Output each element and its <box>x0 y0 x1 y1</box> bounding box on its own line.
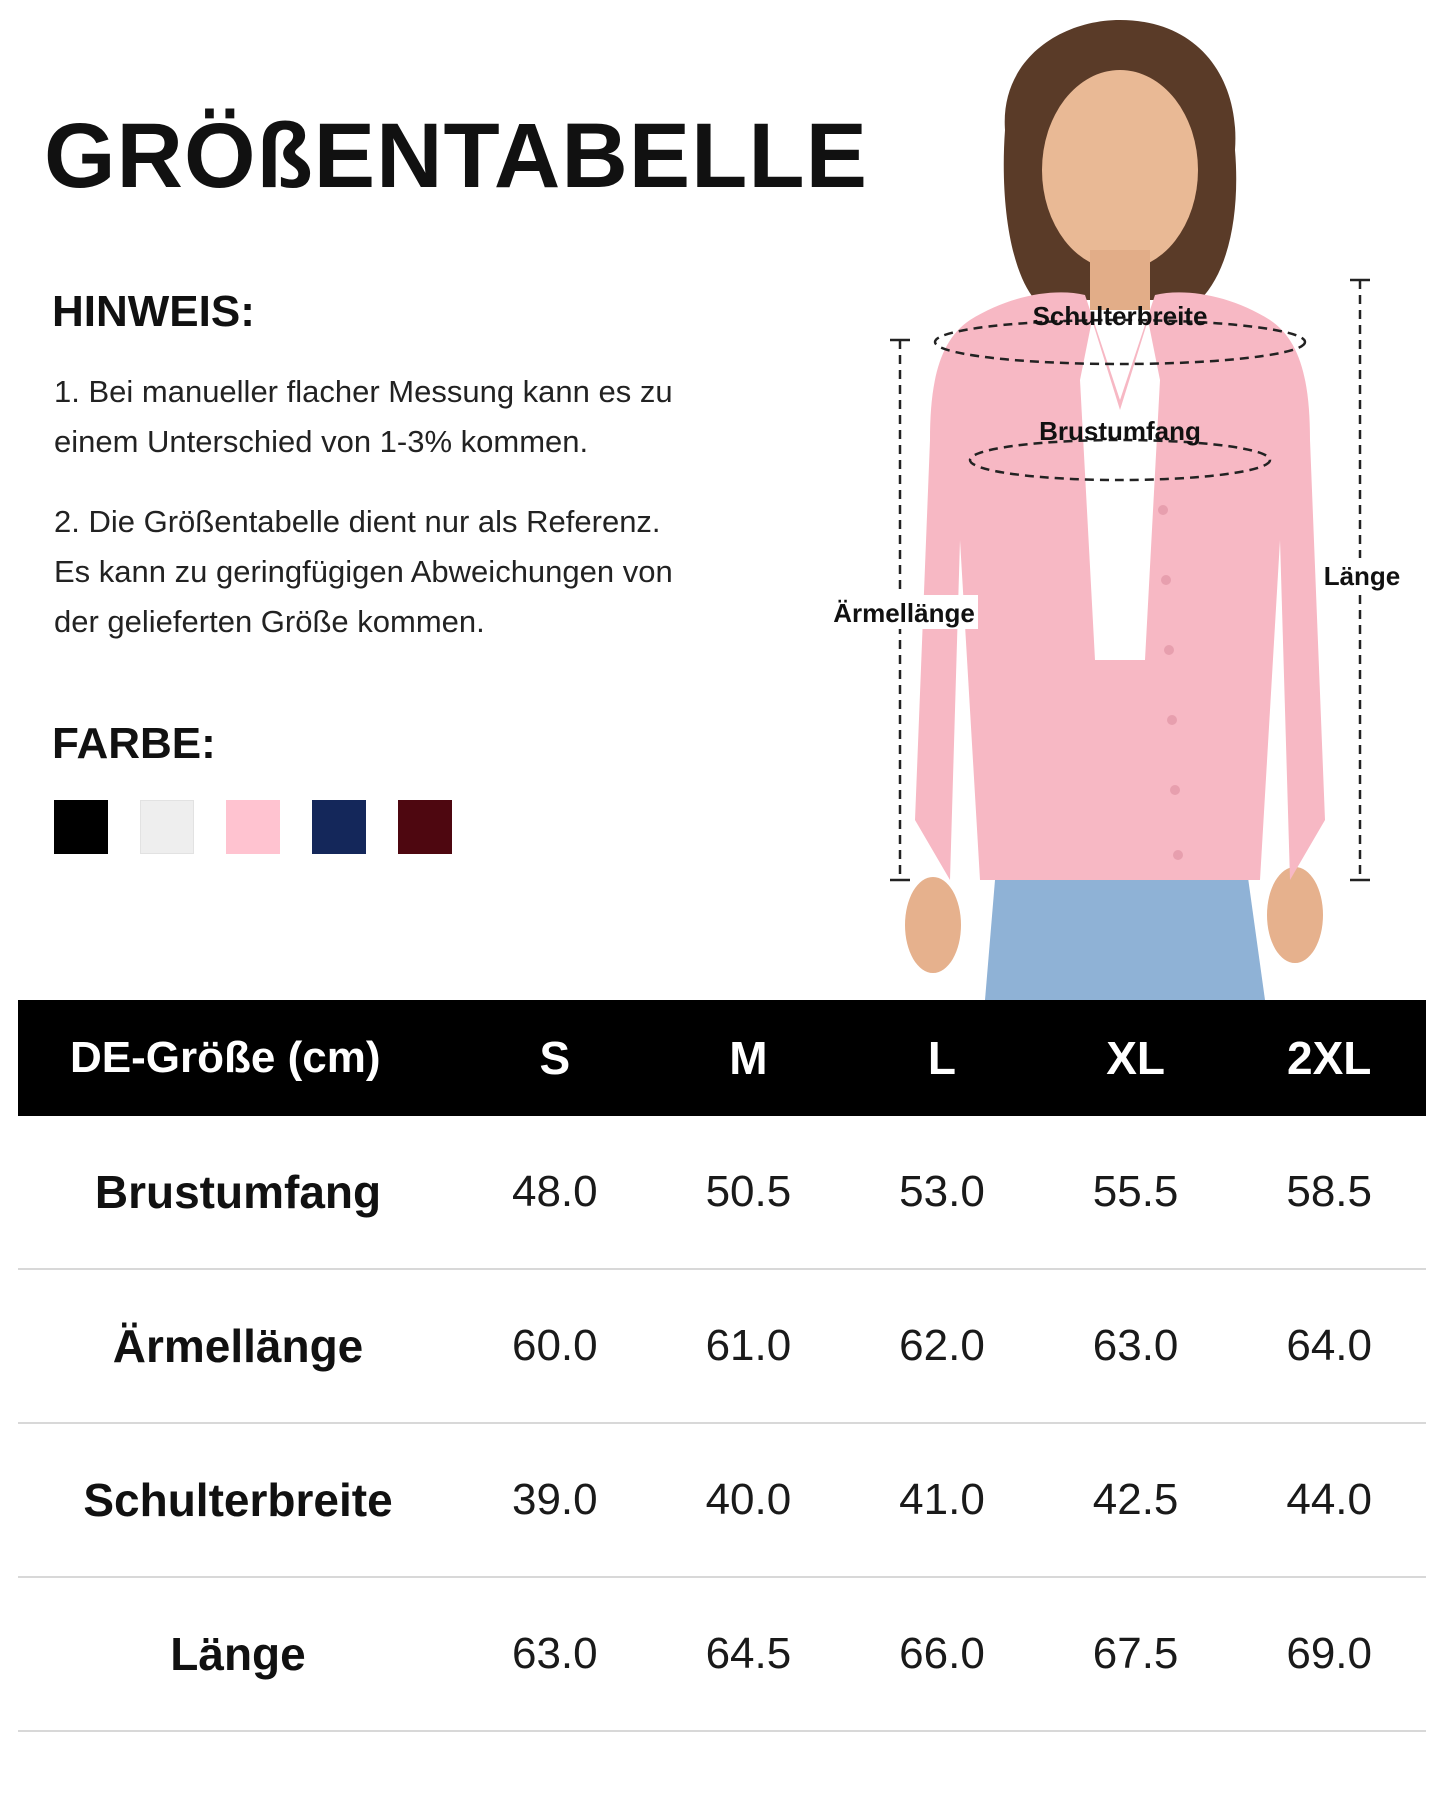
color-swatch-pink[interactable] <box>226 800 280 854</box>
page-title: GRÖßENTABELLE <box>44 105 868 207</box>
table-header-size: XL <box>1039 1000 1233 1116</box>
table-cell: 63.0 <box>458 1577 652 1731</box>
table-cell: 41.0 <box>845 1423 1039 1577</box>
model-left-hand <box>905 877 961 973</box>
color-swatch-navy[interactable] <box>312 800 366 854</box>
color-swatch-burgundy[interactable] <box>398 800 452 854</box>
note-item-2 <box>54 497 774 647</box>
table-cell: 64.5 <box>652 1577 846 1731</box>
model-measurement-figure <box>820 20 1440 1000</box>
table-cell: 64.0 <box>1232 1269 1426 1423</box>
table-cell: 44.0 <box>1232 1423 1426 1577</box>
shoulder-label: Schulterbreite <box>1032 301 1208 331</box>
table-cell: 62.0 <box>845 1269 1039 1423</box>
note-2-line-2: Es kann zu geringfügigen Abweichungen von <box>54 554 673 589</box>
table-cell: 55.5 <box>1039 1116 1233 1269</box>
cardigan-button <box>1161 575 1171 585</box>
table-header-size: 2XL <box>1232 1000 1426 1116</box>
note-2-line-1: 2. Die Größentabelle dient nur als Referenz. <box>54 504 661 539</box>
length-label: Länge <box>1323 561 1401 591</box>
row-label: Länge <box>18 1577 458 1731</box>
row-label: Ärmellänge <box>18 1269 458 1423</box>
cardigan-button <box>1170 785 1180 795</box>
cardigan-button <box>1167 715 1177 725</box>
note-1-line-2: einem Unterschied von 1-3% kommen. <box>54 424 589 459</box>
note-2-line-3: der gelieferten Größe kommen. <box>54 604 485 639</box>
table-cell: 63.0 <box>1039 1269 1233 1423</box>
table-cell: 48.0 <box>458 1116 652 1269</box>
table-cell: 39.0 <box>458 1423 652 1577</box>
table-cell: 61.0 <box>652 1269 846 1423</box>
table-cell: 40.0 <box>652 1423 846 1577</box>
note-1-line-1: 1. Bei manueller flacher Messung kann es zu <box>54 374 673 409</box>
notes-heading: HINWEIS: <box>52 287 255 336</box>
cardigan-button <box>1173 850 1183 860</box>
table-corner-label: DE-Größe (cm) <box>18 1000 458 1116</box>
chest-label: Brustumfang <box>1039 416 1201 446</box>
table-row <box>18 1577 1426 1731</box>
table-header-row <box>18 1000 1426 1116</box>
table-row <box>18 1116 1426 1269</box>
sleeve-label: Ärmellänge <box>833 598 975 628</box>
color-swatches <box>54 800 452 854</box>
table-cell: 60.0 <box>458 1269 652 1423</box>
row-label: Brustumfang <box>18 1116 458 1269</box>
cardigan-button <box>1158 505 1168 515</box>
table-cell: 69.0 <box>1232 1577 1426 1731</box>
color-swatch-black[interactable] <box>54 800 108 854</box>
row-label: Schulterbreite <box>18 1423 458 1577</box>
table-row <box>18 1423 1426 1577</box>
model-face <box>1042 70 1198 270</box>
note-item-1 <box>54 367 774 467</box>
table-header-size: L <box>845 1000 1039 1116</box>
model-illustration <box>820 20 1440 1000</box>
size-table <box>18 1000 1426 1732</box>
table-cell: 50.5 <box>652 1116 846 1269</box>
table-cell: 42.5 <box>1039 1423 1233 1577</box>
model-right-hand <box>1267 867 1323 963</box>
color-swatch-white[interactable] <box>140 800 194 854</box>
table-header-size: S <box>458 1000 652 1116</box>
table-cell: 58.5 <box>1232 1116 1426 1269</box>
table-header-size: M <box>652 1000 846 1116</box>
table-cell: 67.5 <box>1039 1577 1233 1731</box>
colors-heading: FARBE: <box>52 719 216 768</box>
table-cell: 53.0 <box>845 1116 1039 1269</box>
table-cell: 66.0 <box>845 1577 1039 1731</box>
table-row <box>18 1269 1426 1423</box>
cardigan-button <box>1164 645 1174 655</box>
